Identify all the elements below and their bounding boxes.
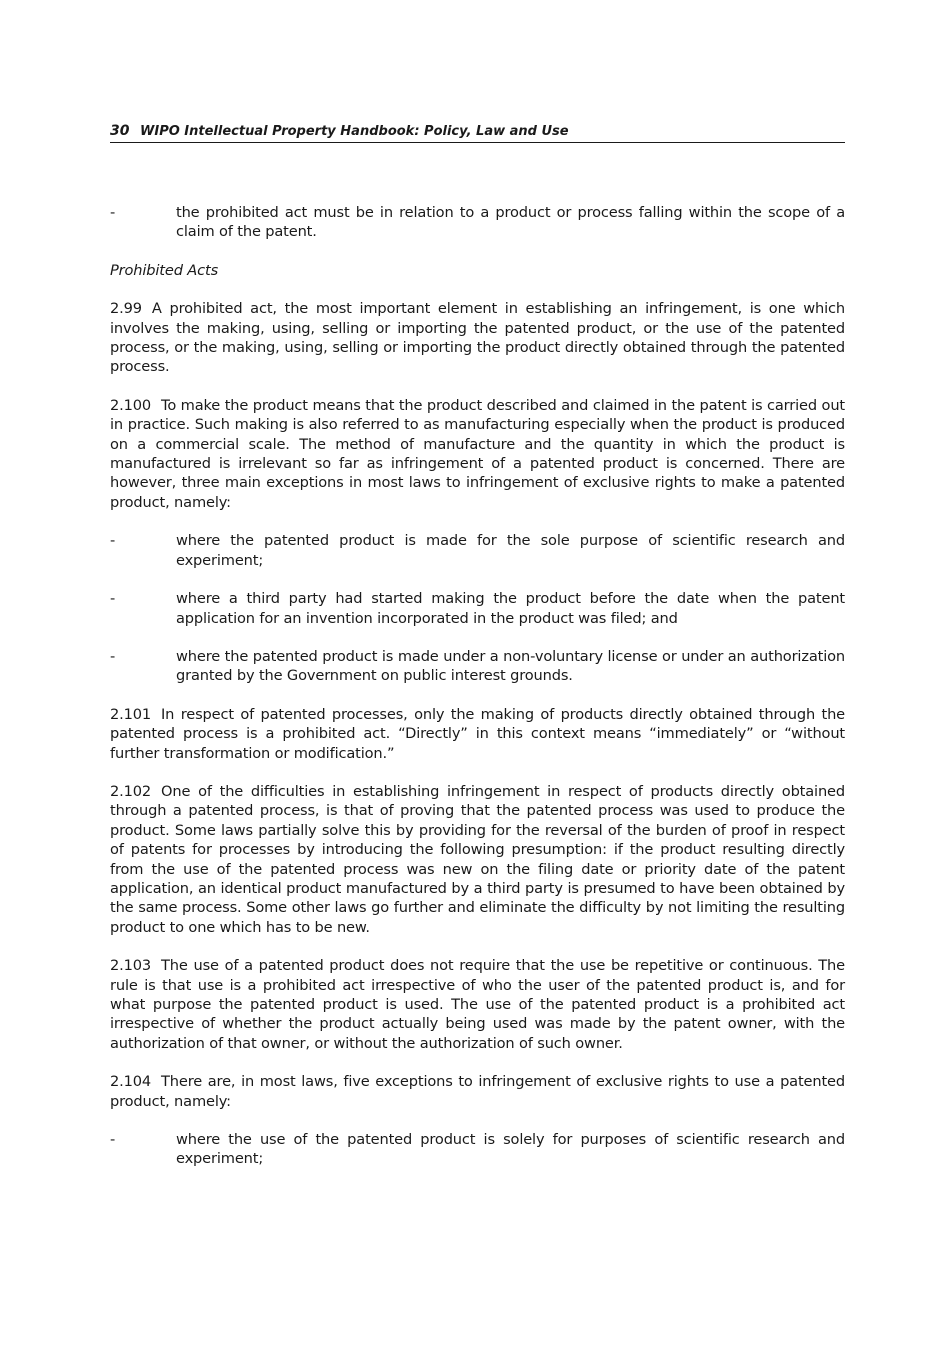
bullet-dash: - bbox=[110, 590, 116, 608]
paragraph-2-101 bbox=[110, 705, 845, 763]
bullet-dash: - bbox=[110, 1131, 116, 1149]
paragraph-text: One of the difficulties in establishing infringement in respect of products directly obtained through a patented process, is that of proving that the patented process was used to produce the product. Some laws partially solve this by providing for the reversal of the burden of proof in respect of patents for processes by introducing the following presumption: if the product resulting directly from the use of the patented process was new on the filing date or priority date of the patent application, an identical product manufactured by a third party is presumed to have been obtained by the same process. Some other laws go further and eliminate the difficulty by not limiting the resulting product to one which has to be new. bbox=[110, 782, 845, 936]
paragraph-2-99 bbox=[110, 299, 845, 377]
paragraph-text: A prohibited act, the most important element in establishing an infringement, is one which involves the making, using, selling or importing the patented product, or the use of the patented process, or the making, using, selling or importing the product directly obtained through the patented process. bbox=[110, 300, 845, 376]
paragraph-text: The use of a patented product does not require that the use be repetitive or continuous. The rule is that use is a prohibited act irrespective of who the user of the patented product is, and for what purpose the patented product is used. The use of the patented product is a prohibited act irrespective of whether the product actually being used was made by the patent owner, with the authorization of that owner, or without the authorization of such owner. bbox=[110, 957, 845, 1052]
bullet-text: where the patented product is made under a non-voluntary license or under an authorization granted by the Government on public interest grounds. bbox=[176, 647, 845, 685]
paragraph-2-102 bbox=[110, 782, 845, 937]
bullet-item bbox=[110, 647, 845, 686]
bullet-item bbox=[110, 531, 845, 570]
paragraph-text: There are, in most laws, five exceptions to infringement of exclusive rights to use a patented product, namely: bbox=[110, 1073, 845, 1110]
bullet-item bbox=[110, 589, 845, 628]
bullet-text: where a third party had started making the product before the date when the patent application for an invention incorporated in the product was filed; and bbox=[176, 590, 845, 627]
paragraph-number: 2.101 bbox=[110, 705, 152, 723]
page-number: 30 bbox=[110, 123, 130, 139]
bullet-dash: - bbox=[110, 204, 116, 221]
bullet-item bbox=[110, 203, 845, 242]
paragraph-number: 2.103 bbox=[110, 957, 152, 975]
paragraph-2-100 bbox=[110, 396, 845, 512]
paragraph-2-103 bbox=[110, 956, 845, 1053]
bullet-text: where the patented product is made for the sole purpose of scientific research and experiment; bbox=[176, 532, 845, 569]
bullet-dash: - bbox=[110, 647, 116, 665]
section-subheading: Prohibited Acts bbox=[110, 261, 219, 279]
handbook-title: WIPO Intellectual Property Handbook: Policy, Law and Use bbox=[140, 124, 569, 139]
bullet-text: where the use of the patented product is solely for purposes of scientific research and experiment; bbox=[176, 1131, 845, 1168]
paragraph-number: 2.104 bbox=[110, 1073, 152, 1091]
paragraph-number: 2.100 bbox=[110, 396, 152, 414]
running-header bbox=[110, 123, 845, 143]
paragraph-text: To make the product means that the product described and claimed in the patent is carried out in practice. Such making is also referred to as manufacturing especially when the product is produced on a commercial scale. The method of manufacture and the quantity in which the product is manufactured is irrelevant so far as infringement of a patented product is concerned. There are however, three main exceptions in most laws to infringement of exclusive rights to make a patented product, namely: bbox=[110, 396, 845, 511]
bullet-item bbox=[110, 1130, 845, 1169]
bullet-dash: - bbox=[110, 532, 116, 550]
body-text bbox=[110, 203, 845, 1188]
paragraph-number: 2.99 bbox=[110, 300, 142, 318]
paragraph-text: In respect of patented processes, only the making of products directly obtained through the patented process is a prohibited act. “Directly” in this context means “immediately” or “without further transformation or modification.” bbox=[110, 705, 845, 762]
paragraph-2-104 bbox=[110, 1072, 845, 1111]
bullet-text: the prohibited act must be in relation to a product or process falling within the scope of a claim of the patent. bbox=[176, 204, 845, 241]
paragraph-number: 2.102 bbox=[110, 782, 152, 800]
